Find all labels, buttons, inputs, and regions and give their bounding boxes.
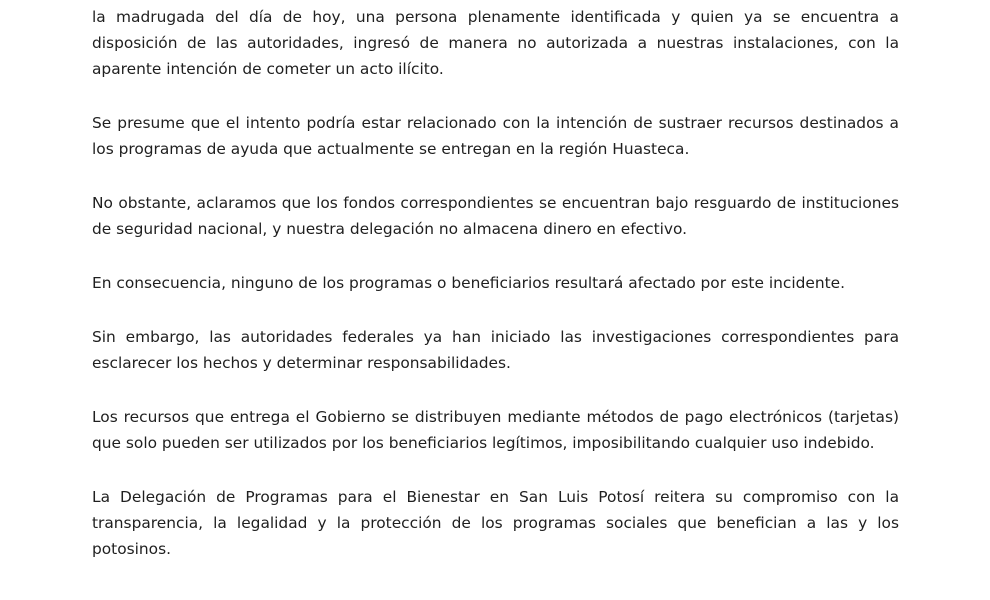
paragraph-funds-safeguard: No obstante, aclaramos que los fondos correspondientes se encuentran bajo resguardo de instituciones de seguridad nacional, y nuestra delegación no almacena dinero en efectivo. — [92, 194, 899, 238]
paragraph-presumption: Se presume que el intento podría estar relacionado con la intención de sustraer recursos destinados a los programas de ayuda que actualmente se entregan en la región Huasteca. — [92, 114, 899, 158]
document-body — [92, 4, 899, 590]
paragraph-commitment: La Delegación de Programas para el Bienestar en San Luis Potosí reitera su compromiso con la transparencia, la legalidad y la protección de los programas sociales que benefician a las y los potosinos. — [92, 488, 899, 558]
paragraph-intrusion: la madrugada del día de hoy, una persona plenamente identificada y quien ya se encuentra a disposición de las autoridades, ingresó de manera no autorizada a nuestras instalaciones, con la aparente intención de cometer un acto ilícito. — [92, 8, 899, 78]
paragraph-investigation: Sin embargo, las autoridades federales ya han iniciado las investigaciones correspondientes para esclarecer los hechos y determinar responsabilidades. — [92, 328, 899, 372]
paragraph-consequence: En consecuencia, ninguno de los programas o beneficiarios resultará afectado por este incidente. — [92, 274, 845, 292]
paragraph-electronic-payments: Los recursos que entrega el Gobierno se distribuyen mediante métodos de pago electrónicos (tarjetas) que solo pueden ser utilizados por los beneficiarios legítimos, imposibilitando cualquier uso indebido. — [92, 408, 899, 452]
